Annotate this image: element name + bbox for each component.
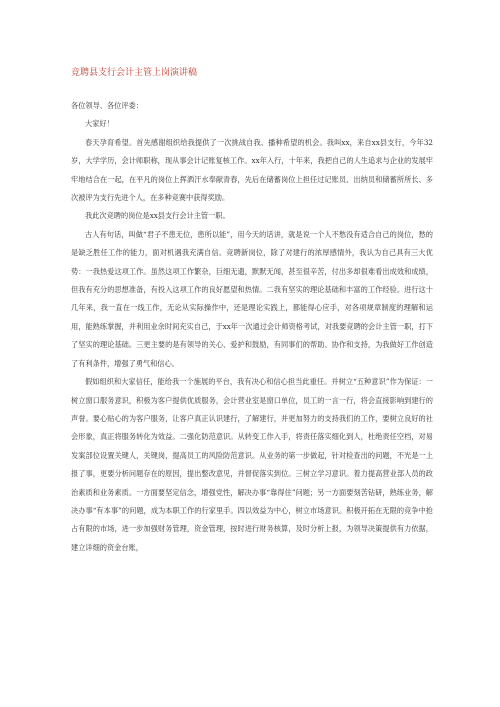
salutation: 各位领导、各位评委： [71, 101, 143, 110]
paragraph-intro: 春天孕育希望。首先感谢组织给我提供了一次挑战自我、播种希望的机会。我叫xx，来自xx县支行，今年32岁，大学学历，会计师职称，现从事会计记账复核工作。xx年入行，十年来，我把自己的人生追求与企业的发展牢牢地结合在一起，在平凡的岗位上挥洒汗水奉献青春，先后在储蓄岗位上担任过记账员、出纳员和储蓄所所长、多次被评为支行先进个人，在多种竞赛中获得奖励。 [71, 137, 433, 203]
paragraph-position: 我此次竞聘的岗位是xx县支行会计主管一职。 [85, 211, 230, 221]
greeting: 大家好！ [85, 119, 114, 129]
document-body [71, 97, 433, 557]
paragraph-commitments: 假如组织和大家信任，能给我一个施展的平台，我有决心和信心担当此重任。并树立“五种意识”作为保证：一树立窗口服务意识，积极为客户提供优质服务，会计营业室是窗口单位，员工的一言一行，将会直接影响到建行的声誉。要心贴心的为客户服务，让客户真正认识建行，了解建行，并更加努力的支持我们的工作，要树立良好的社会形象，真正将服务转化为效益。二强化防范意识。从转变工作入手，将责任落实细化到人，杜绝责任空档，对易发案部位设置关键人，关键岗，提高员工的风险防范意识。从业务的第一步做起，针对检查出的问题，不光是一上报了事，更要分析问题存在的原因，提出整改意见，并督促落实到位。三树立学习意识。着力提高营业部人员的政治素质和业务素质。一方面要坚定信念，增强党性，解决办事“靠得住”问题；另一方面要刻苦钻研，熟练业务，解决办事“有本事”的问题，成为本职工作的行家里手。四以效益为中心，树立市场意识。积极开拓在无限的竞争中抢占有限的市场，进一步加强财务管理，资金管理，按时进行财务核算，及时分析上报，为领导决策提供有力依据，建立详细的资金台账， [71, 377, 433, 552]
document-title: 竞聘县支行会计主管上岗演讲稿 [71, 68, 198, 78]
paragraph-advantages: 古人有句话，叫做“君子不患无位，患所以能”，用今天的话讲，就是说一个人不愁没有适合自己的岗位，愁的是缺乏胜任工作的能力，面对机遇我充满自信。竞聘新岗位，除了对建行的浓厚感情外，我认为自己具有三大优势：一我热爱这项工作。虽然这项工作繁杂，巨细无遗，默默无闻，甚至很辛苦，付出多却很难看出成效和成绩，但我有充分的思想准备，有投入这项工作的良好愿望和热情。二我有坚实的理论基础和丰富的工作经验。进行这十几年来，我一直在一线工作，无论从实际操作中，还是理论实践上，都能得心应手，对各项规章制度的理解和运用，能熟练掌握，并利用业余时间充实自己，于xx年一次通过会计师资格考试，对我要竞聘的会计主管一职，打下了坚实的理论基础。三更主要的是有领导的关心、爱护和鼓励，有同事们的帮助、协作和支持，为我做好工作创造了有利条件，增强了勇气和信心。 [71, 229, 433, 368]
